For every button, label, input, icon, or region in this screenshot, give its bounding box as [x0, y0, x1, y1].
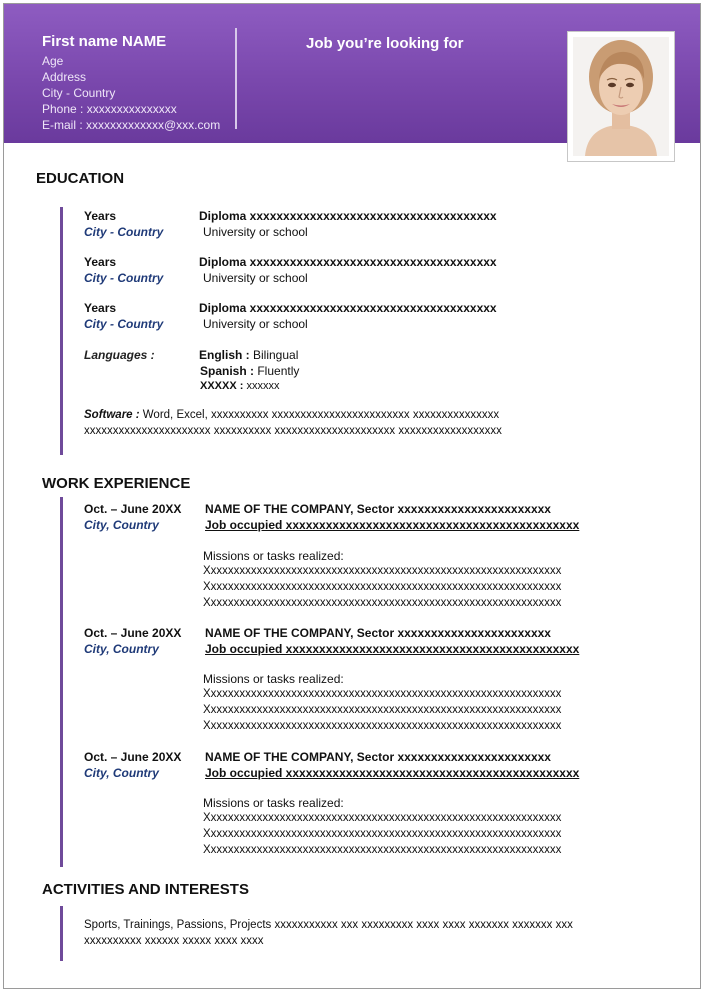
education-accent-bar: [60, 207, 63, 455]
missions-label: Missions or tasks realized:: [203, 549, 344, 563]
activities-heading: ACTIVITIES AND INTERESTS: [42, 881, 249, 898]
mission-line: Xxxxxxxxxxxxxxxxxxxxxxxxxxxxxxxxxxxxxxxxxxxxxxxxxxxxxxxxxxxxxx: [203, 688, 562, 700]
job-occupied: Job occupied xxxxxxxxxxxxxxxxxxxxxxxxxxxxxxxxxxxxxxxxxxxx: [205, 518, 580, 532]
education-location: City - Country: [84, 225, 164, 239]
languages-label: Languages :: [84, 348, 155, 362]
work-dates: Oct. – June 20XX: [84, 502, 182, 516]
mission-line: Xxxxxxxxxxxxxxxxxxxxxxxxxxxxxxxxxxxxxxxxxxxxxxxxxxxxxxxxxxxxxx: [203, 812, 562, 824]
education-location: City - Country: [84, 317, 164, 331]
language-name: XXXXX :: [200, 380, 244, 392]
portrait-image: [573, 37, 669, 156]
education-diploma: Diploma xxxxxxxxxxxxxxxxxxxxxxxxxxxxxxxxxxxxx: [199, 209, 497, 223]
education-years: Years: [84, 209, 117, 223]
education-school: University or school: [203, 225, 308, 239]
language-item: [199, 348, 298, 362]
software-list: Word, Excel, xxxxxxxxxx xxxxxxxxxxxxxxxxxxxxxxxx xxxxxxxxxxxxxxx: [139, 409, 500, 421]
mission-line: Xxxxxxxxxxxxxxxxxxxxxxxxxxxxxxxxxxxxxxxxxxxxxxxxxxxxxxxxxxxxxx: [203, 565, 562, 577]
work-location: City, Country: [84, 642, 159, 656]
email-field: E-mail : xxxxxxxxxxxxx@xxx.com: [42, 118, 221, 132]
language-name: English :: [199, 348, 250, 362]
phone-field: Phone : xxxxxxxxxxxxxxx: [42, 102, 177, 116]
education-years: Years: [84, 255, 117, 269]
candidate-name: First name NAME: [42, 33, 167, 50]
address-field: Address: [42, 70, 87, 84]
education-diploma: Diploma xxxxxxxxxxxxxxxxxxxxxxxxxxxxxxxxxxxxx: [199, 255, 497, 269]
work-dates: Oct. – June 20XX: [84, 626, 182, 640]
company-name: NAME OF THE COMPANY, Sector xxxxxxxxxxxxxxxxxxxxxxx: [205, 626, 551, 640]
profile-photo: [567, 31, 675, 162]
language-name: Spanish :: [200, 364, 255, 378]
education-diploma: Diploma xxxxxxxxxxxxxxxxxxxxxxxxxxxxxxxxxxxxx: [199, 301, 497, 315]
mission-line: Xxxxxxxxxxxxxxxxxxxxxxxxxxxxxxxxxxxxxxxxxxxxxxxxxxxxxxxxxxxxxx: [203, 597, 562, 609]
activities-text-continued: xxxxxxxxxx xxxxxx xxxxx xxxx xxxx: [84, 935, 264, 947]
company-name: NAME OF THE COMPANY, Sector xxxxxxxxxxxxxxxxxxxxxxx: [205, 502, 551, 516]
missions-label: Missions or tasks realized:: [203, 796, 344, 810]
language-level: xxxxxx: [243, 380, 280, 392]
company-name: NAME OF THE COMPANY, Sector xxxxxxxxxxxxxxxxxxxxxxx: [205, 750, 551, 764]
missions-label: Missions or tasks realized:: [203, 672, 344, 686]
software-label: Software :: [84, 409, 140, 421]
language-level: Fluently: [254, 364, 300, 378]
software-line: [84, 409, 499, 421]
work-dates: Oct. – June 20XX: [84, 750, 182, 764]
education-location: City - Country: [84, 271, 164, 285]
work-location: City, Country: [84, 766, 159, 780]
education-years: Years: [84, 301, 117, 315]
language-item: [200, 380, 279, 392]
city-country-field: City - Country: [42, 86, 116, 100]
language-level: Bilingual: [249, 348, 299, 362]
software-list-continued: xxxxxxxxxxxxxxxxxxxxxx xxxxxxxxxx xxxxxxxxxxxxxxxxxxxxx xxxxxxxxxxxxxxxxxx: [84, 425, 502, 437]
mission-line: Xxxxxxxxxxxxxxxxxxxxxxxxxxxxxxxxxxxxxxxxxxxxxxxxxxxxxxxxxxxxxx: [203, 844, 562, 856]
activities-accent-bar: [60, 906, 63, 961]
mission-line: Xxxxxxxxxxxxxxxxxxxxxxxxxxxxxxxxxxxxxxxxxxxxxxxxxxxxxxxxxxxxxx: [203, 704, 562, 716]
job-title: Job you’re looking for: [306, 35, 464, 52]
mission-line: Xxxxxxxxxxxxxxxxxxxxxxxxxxxxxxxxxxxxxxxxxxxxxxxxxxxxxxxxxxxxxx: [203, 720, 562, 732]
activities-text: Sports, Trainings, Passions, Projects xxxxxxxxxxx xxx xxxxxxxxx xxxx xxxx xxxxxxx xxxxxxx xxx: [84, 919, 573, 931]
header-divider: [235, 28, 237, 129]
mission-line: Xxxxxxxxxxxxxxxxxxxxxxxxxxxxxxxxxxxxxxxxxxxxxxxxxxxxxxxxxxxxxx: [203, 828, 562, 840]
education-heading: EDUCATION: [36, 170, 125, 187]
work-experience-heading: WORK EXPERIENCE: [42, 475, 191, 492]
resume-page: [3, 3, 701, 989]
age-field: Age: [42, 54, 64, 68]
education-school: University or school: [203, 317, 308, 331]
education-school: University or school: [203, 271, 308, 285]
job-occupied: Job occupied xxxxxxxxxxxxxxxxxxxxxxxxxxxxxxxxxxxxxxxxxxxx: [205, 766, 580, 780]
work-location: City, Country: [84, 518, 159, 532]
language-item: [200, 364, 299, 378]
work-accent-bar: [60, 497, 63, 867]
job-occupied: Job occupied xxxxxxxxxxxxxxxxxxxxxxxxxxxxxxxxxxxxxxxxxxxx: [205, 642, 580, 656]
mission-line: Xxxxxxxxxxxxxxxxxxxxxxxxxxxxxxxxxxxxxxxxxxxxxxxxxxxxxxxxxxxxxx: [203, 581, 562, 593]
